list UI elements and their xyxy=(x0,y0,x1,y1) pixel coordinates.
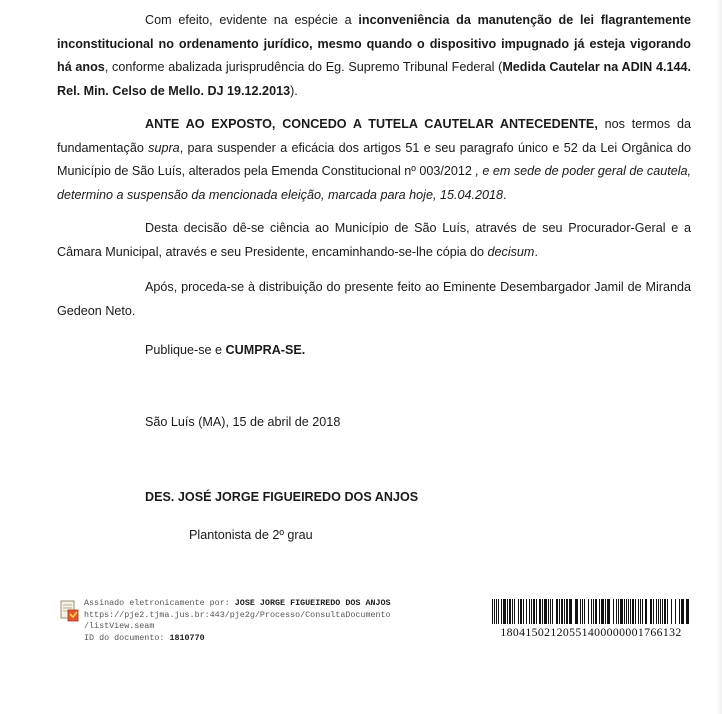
paragraph-distribution xyxy=(57,276,691,323)
paragraph-publish xyxy=(145,342,305,358)
p2-tail: . xyxy=(502,187,507,202)
p2-italic-supra: supra xyxy=(148,140,180,155)
p2-italic-suspension: , e em sede de poder geral de cautela, determino a suspensão da mencionada eleição, marcada para hoje, 15.04.2018 xyxy=(57,164,692,202)
paragraph-inconvenience xyxy=(57,9,691,103)
p5-bold-comply: CUMPRA-SE. xyxy=(225,343,306,357)
signer-name: JOSE JORGE FIGUEIREDO DOS ANJOS xyxy=(234,598,391,608)
p1-bold-citation: Medida Cautelar na ADIN 4.144. Rel. Min. Celso de Mello. DJ 19.12.2013 xyxy=(57,60,691,98)
p2-text2: , para suspender a eficácia dos artigos 51 e seu paragrafo único e 52 da Lei Orgânica do Município de São Luís, alterados pela Emenda Constitucional nº 003/2012 xyxy=(57,140,692,178)
verification-url-line1[interactable]: https://pje2.tjma.jus.br:443/pje2g/Processo/ConsultaDocumento xyxy=(84,609,391,620)
verification-url-line2[interactable]: /listView.seam xyxy=(84,621,155,632)
p2-bold-grant: ANTE AO EXPOSTO, CONCEDO A TUTELA CAUTELAR ANTECEDENTE, xyxy=(145,117,598,131)
electronic-signature-footer xyxy=(58,596,698,656)
document-id-label: ID do documento: xyxy=(84,632,170,643)
p1-tail: ). xyxy=(290,83,298,98)
p1-bold-thesis: inconveniência da manutenção de lei flagrantemente inconstitucional no ordenamento jurídico, mesmo quando o dispositivo impugnado já esteja vigorando há anos xyxy=(57,13,691,74)
paragraph-notice xyxy=(57,217,691,264)
p5-text1: Publique-se e xyxy=(145,343,226,357)
signatory-role: Plantonista de 2º grau xyxy=(189,528,313,542)
p1-lead: Com efeito, evidente na espécie a xyxy=(145,13,359,27)
p4-text1: Após, proceda-se à distribuição do presente feito ao Eminente Desembargador Jamil de Miranda Gedeon Neto. xyxy=(57,280,691,318)
document-barcode xyxy=(492,599,690,624)
p3-tail: . xyxy=(534,244,538,259)
page-edge-shadow xyxy=(716,0,722,714)
p2-text1: nos termos da fundamentação xyxy=(57,117,691,155)
barcode-number: 18041502120551400000001766132 xyxy=(500,625,682,639)
signed-document-icon xyxy=(60,600,79,622)
document-id-value: 1810770 xyxy=(169,632,205,643)
signatory-name: DES. JOSÉ JORGE FIGUEIREDO DOS ANJOS xyxy=(145,490,419,504)
signature-details xyxy=(84,598,391,644)
p1-mid: , conforme abalizada jurisprudência do Eg. Supremo Tribunal Federal ( xyxy=(104,60,503,74)
paragraph-decision xyxy=(57,113,691,207)
place-date: São Luís (MA), 15 de abril de 2018 xyxy=(145,415,341,429)
signed-by-label: Assinado eletronicamente por: xyxy=(84,598,235,608)
p3-text1: Desta decisão dê-se ciência ao Município de São Luís, através de seu Procurador-Geral e a Câmara Municipal, através e seu Presidente, encaminhando-se-lhe cópia do xyxy=(57,221,691,259)
p3-italic-decisum: decisum xyxy=(487,244,535,259)
